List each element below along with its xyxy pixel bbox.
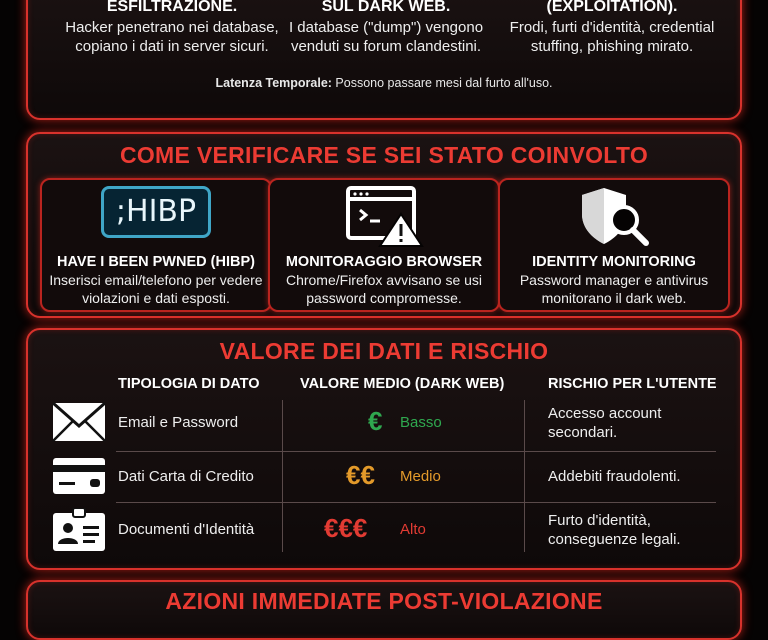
exfiltration-steps-panel bbox=[26, 0, 742, 120]
card-hibp-description: Inserisci email/telefono per vedere violazioni e dati esposti. bbox=[49, 272, 263, 306]
step-2-description: I database ("dump") vengono venduti su forum clandestini. bbox=[288, 19, 484, 55]
hibp-logo-icon bbox=[101, 186, 211, 238]
header-user-risk: RISCHIO PER L'UTENTE bbox=[548, 376, 717, 392]
step-3-title-line2: (EXPLOITATION). bbox=[546, 0, 678, 15]
card-browser-title: MONITORAGGIO BROWSER bbox=[285, 254, 483, 270]
card-browser bbox=[268, 178, 500, 312]
step-3-description: Frodi, furti d'identità, credential stuffing, phishing mirato. bbox=[509, 19, 715, 55]
card-hibp bbox=[40, 178, 272, 312]
card-identity-title: IDENTITY MONITORING bbox=[532, 254, 696, 270]
actions-panel bbox=[26, 580, 742, 640]
step-3 bbox=[502, 0, 722, 56]
card-hibp-title: HAVE I BEEN PWNED (HIBP) bbox=[57, 254, 255, 270]
shield-magnifier-icon bbox=[574, 186, 654, 253]
actions-title: AZIONI IMMEDIATE POST-VIOLAZIONE bbox=[165, 588, 603, 614]
column-divider bbox=[524, 400, 525, 552]
row-2-level: Medio bbox=[400, 468, 441, 485]
row-1-risk: Accesso account secondari. bbox=[548, 405, 662, 441]
row-2-risk: Addebiti fraudolenti. bbox=[548, 468, 681, 485]
column-divider bbox=[282, 400, 283, 552]
data-value-title: VALORE DEI DATI E RISCHIO bbox=[219, 338, 549, 364]
header-average-value: VALORE MEDIO (DARK WEB) bbox=[300, 376, 505, 392]
row-2-type: Dati Carta di Credito bbox=[118, 468, 254, 485]
row-3-level: Alto bbox=[400, 521, 426, 538]
step-1 bbox=[62, 0, 282, 56]
row-3-euro-value: €€€ bbox=[324, 513, 368, 543]
row-3-type: Documenti d'Identità bbox=[118, 521, 255, 538]
id-badge-icon bbox=[52, 508, 106, 557]
latency-note bbox=[28, 76, 740, 90]
browser-warning-icon bbox=[344, 186, 424, 253]
step-2 bbox=[276, 0, 496, 56]
card-identity bbox=[498, 178, 730, 312]
header-data-type: TIPOLOGIA DI DATO bbox=[118, 376, 260, 392]
row-1-euro-value: € bbox=[368, 406, 383, 436]
envelope-icon bbox=[52, 402, 106, 447]
row-1-level: Basso bbox=[400, 414, 442, 431]
latency-text: Possono passare mesi dal furto all'uso. bbox=[331, 76, 553, 90]
card-browser-description: Chrome/Firefox avvisano se usi password compromesse. bbox=[285, 272, 483, 306]
card-identity-description: Password manager e antivirus monitorano il dark web. bbox=[519, 272, 709, 306]
step-1-title-line2: ESFILTRAZIONE. bbox=[106, 0, 238, 15]
hibp-logo-text: ;HIBP bbox=[101, 186, 211, 238]
row-divider bbox=[116, 451, 716, 452]
row-1-type: Email e Password bbox=[118, 414, 239, 431]
verification-title: COME VERIFICARE SE SEI STATO COINVOLTO bbox=[119, 142, 649, 168]
row-divider bbox=[116, 502, 716, 503]
row-3-risk: Furto d'identità, conseguenze legali. bbox=[548, 512, 681, 548]
row-2-euro-value: €€ bbox=[346, 460, 375, 490]
step-1-description: Hacker penetrano nei database, copiano i dati in server sicuri. bbox=[65, 19, 279, 55]
data-value-panel bbox=[26, 328, 742, 570]
latency-label: Latenza Temporale: bbox=[215, 76, 332, 90]
step-2-title-line2: SUL DARK WEB. bbox=[321, 0, 451, 15]
credit-card-icon bbox=[52, 457, 106, 500]
verification-panel bbox=[26, 132, 742, 318]
